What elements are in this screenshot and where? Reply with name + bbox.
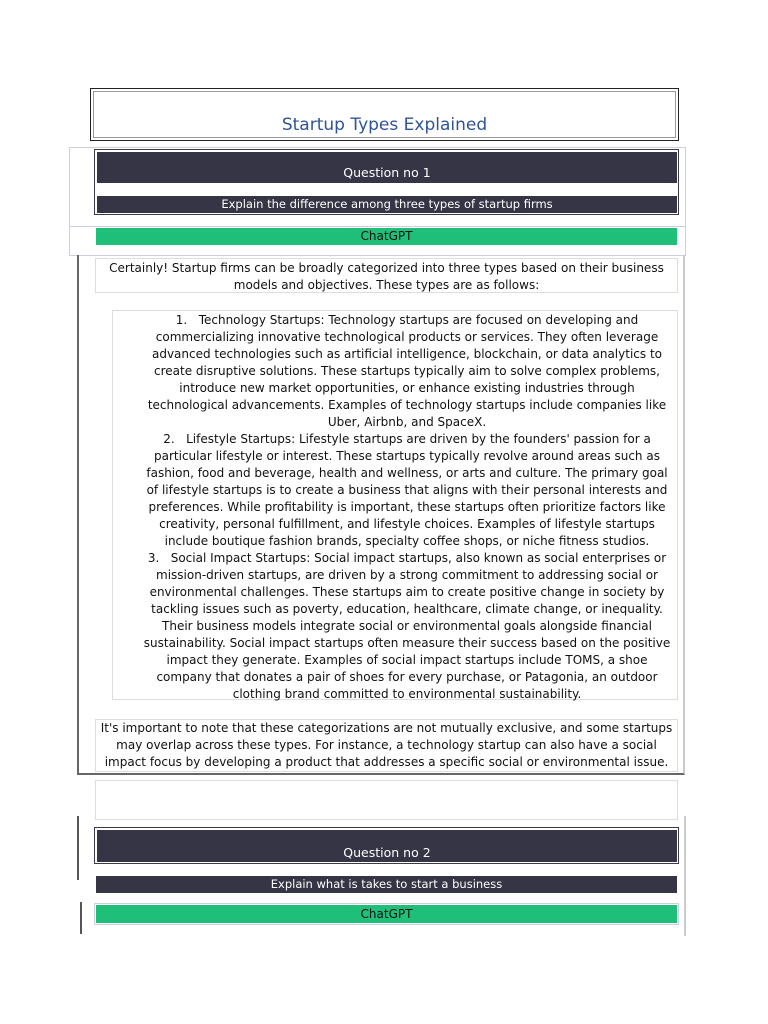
chatgpt1-label: ChatGPT: [96, 228, 677, 245]
list-item-text: Lifestyle Startups: Lifestyle startups are driven by the founders' passion for a particular lifestyle or interest. These startups typically revolve around areas such as fashion, food and beverage, health and wellness, or arts and culture. The primary goal of lifestyle startups is to create a business that aligns with their personal interests and preferences. While profitability is important, these startups often prioritize factors like creativity, personal fulfillment, and lifestyle choices. Examples of lifestyle startups include boutique fashion brands, specialty coffee shops, or niche fitness studios.: [146, 432, 668, 548]
list-item-number: 2.: [163, 432, 175, 446]
document-title: Startup Types Explained: [281, 115, 488, 135]
list-item-text: Technology Startups: Technology startups are focused on developing and commercializing innovative technological products or services. They often leverage advanced technologies such as artificial intelligence, blockchain, or data analytics to create disruptive solutions. These startups typically aim to solve complex problems, introduce new market opportunities, or enhance existing industries through technological advancements. Examples of technology startups include companies like Uber, Airbnb, and SpaceX.: [147, 313, 667, 429]
chatgpt2-left-border: [80, 902, 82, 934]
chatgpt2-label: ChatGPT: [96, 905, 677, 923]
list-item: [141, 312, 673, 431]
answer1-note: It's important to note that these categorizations are not mutually exclusive, and some startups may overlap across these types. For instance, a technology startup can also have a social impact focus by developing a product that addresses a specific social or environmental issue.: [100, 721, 673, 769]
list-item-number: 3.: [147, 551, 160, 565]
startup-types-list: [141, 312, 673, 703]
question2-heading: Question no 2: [97, 830, 677, 862]
list-item-number: 1.: [175, 313, 188, 327]
question1-prompt: Explain the difference among three types of startup firms: [97, 196, 677, 213]
startup-types-list-box: [112, 310, 678, 700]
list-item: [141, 550, 673, 703]
answer1-note-box: [95, 719, 678, 772]
list-item-text: Social Impact Startups: Social impact startups, also known as social enterprises or mission-driven startups, are driven by a strong commitment to addressing social or environmental challenges. These startups aim to create positive change in society by tackling issues such as poverty, education, healthcare, climate change, or inequality. Their business models integrate social or environmental goals alongside financial sustainability. Social impact startups often measure their success based on the positive impact they generate. Examples of social impact startups include TOMS, a shoe company that donates a pair of shoes for every purchase, or Patagonia, an outdoor clothing brand committed to environmental sustainability.: [143, 551, 671, 701]
list-item: [141, 431, 673, 550]
empty-spacer-box: [95, 780, 678, 820]
question2-right-border: [684, 816, 686, 936]
question2-prompt: Explain what is takes to start a business: [96, 876, 677, 893]
answer1-intro-box: [95, 258, 678, 293]
title-box: [90, 88, 679, 141]
answer1-intro: Certainly! Startup firms can be broadly categorized into three types based on their business models and objectives. These types are as follows:: [109, 261, 664, 292]
question2-left-border: [77, 816, 79, 880]
question1-heading: Question no 1: [97, 152, 677, 183]
